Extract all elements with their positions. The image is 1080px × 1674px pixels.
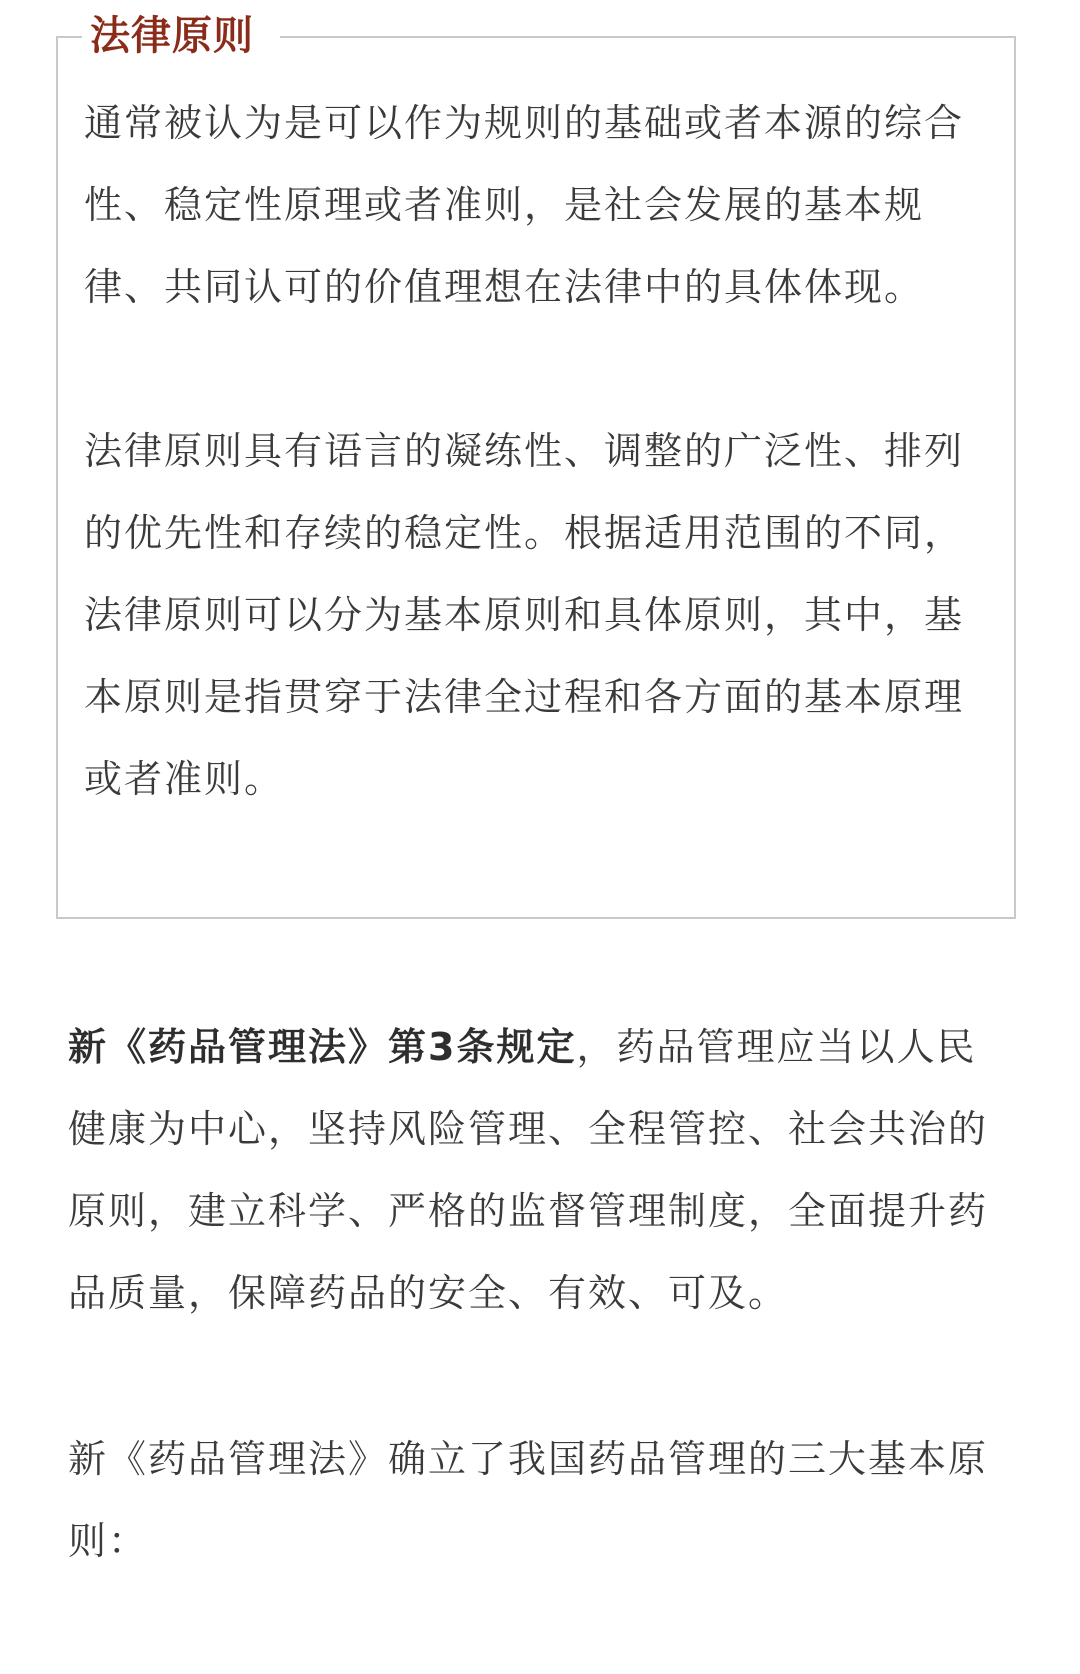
article-paragraph-1: [68, 1006, 1008, 1334]
article-paragraph-2: 新《药品管理法》确立了我国药品管理的三大基本原则：: [68, 1437, 989, 1563]
article-citation: 新《药品管理法》第3条规定: [68, 1025, 577, 1069]
definition-paragraph: 通常被认为是可以作为规则的基础或者本源的综合性、稳定性原理或者准则，是社会发展的基本规律、共同认可的价值理想在法律中的具体体现。: [84, 101, 965, 309]
characteristics-paragraph: 法律原则具有语言的凝练性、调整的广泛性、排列的优先性和存续的稳定性。根据适用范围的不同，法律原则可以分为基本原则和具体原则，其中，基本原则是指贯穿于法律全过程和各方面的基本原理或者准则。: [84, 429, 965, 801]
article-paragraph-1-text: ，药品管理应当以人民健康为中心，坚持风险管理、全程管控、社会共治的原则，建立科学、严格的监督管理制度，全面提升药品质量，保障药品的安全、有效、可及。: [68, 1025, 989, 1315]
legal-principle-box: [56, 13, 1016, 919]
article-body: [68, 1006, 1008, 1582]
box-title: 法律原则: [82, 8, 280, 64]
box-content: [84, 82, 994, 820]
